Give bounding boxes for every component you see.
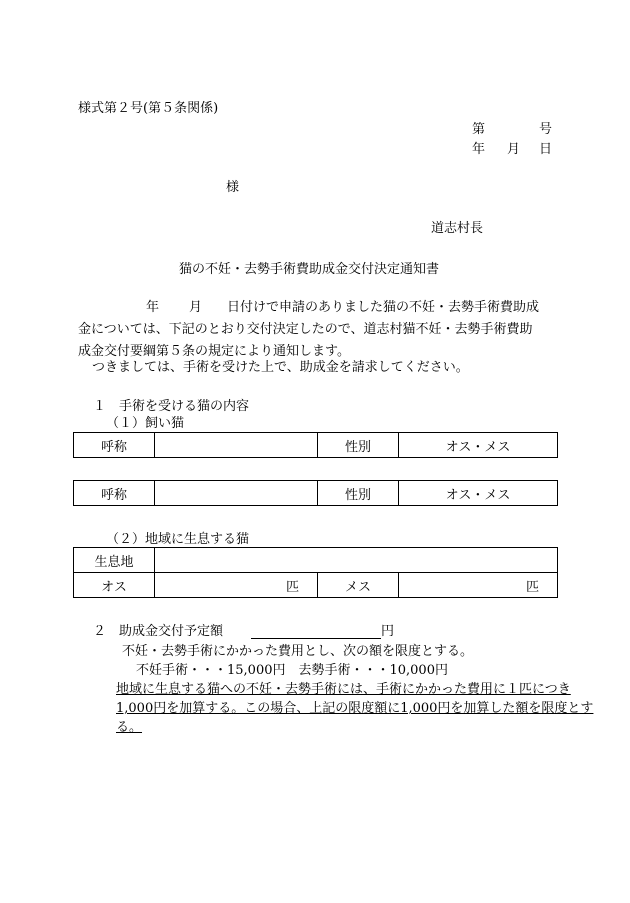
section2-note1: 不妊・去勢手術にかかった費用とし、次の額を限度とする。 xyxy=(122,644,474,659)
addressee-suffix: 様 xyxy=(226,180,240,195)
amount-currency: 円 xyxy=(381,624,395,639)
section2-note3-line1: 地域に生息する猫への不妊・去勢手術には、手術にかかった費用に１匹につき xyxy=(116,682,571,697)
pet-sex-value[interactable]: オス・メス xyxy=(399,481,558,506)
body-month: 月 xyxy=(189,300,203,315)
habitat-label: 生息地 xyxy=(74,548,155,573)
section2-note3-line2: 1,000円を加算する。この場合、上記の限度額に1,000円を加算した額を限度とす xyxy=(116,701,594,716)
section1-sub1: （１）飼い猫 xyxy=(106,416,185,431)
section1-heading: １ 手術を受ける猫の内容 xyxy=(93,399,250,414)
date-month: 月 xyxy=(507,142,521,157)
body-line3: 成金交付要綱第５条の規定により通知します。 xyxy=(78,344,350,359)
document-title: 猫の不妊・去勢手術費助成金交付決定通知書 xyxy=(179,262,440,277)
date-year: 年 xyxy=(472,142,486,157)
male-label: オス xyxy=(74,573,155,598)
body-line1: 日付けで申請のありました猫の不妊・去勢手術費助成 xyxy=(227,300,540,315)
pet-table-1 xyxy=(73,432,558,458)
pet-sex-label: 性別 xyxy=(318,481,399,506)
section2-note3-line3: る。 xyxy=(116,720,143,735)
section2-heading: ２ 助成金交付予定額 xyxy=(93,624,224,639)
body-year: 年 xyxy=(146,300,160,315)
doc-number-prefix: 第 xyxy=(472,122,486,137)
habitat-field[interactable] xyxy=(155,548,558,573)
body-line2: 金については、下記のとおり交付決定したので、道志村猫不妊・去勢手術費助 xyxy=(78,322,533,337)
section2-note2: 不妊手術・・・15,000円 去勢手術・・・10,000円 xyxy=(136,663,448,678)
date-day: 日 xyxy=(539,142,553,157)
pet-sex-label: 性別 xyxy=(318,433,399,458)
community-cat-table xyxy=(73,547,558,598)
female-unit: 匹 xyxy=(525,579,539,595)
pet-name-field[interactable] xyxy=(155,481,318,506)
amount-field[interactable] xyxy=(251,620,394,639)
female-count-field[interactable] xyxy=(399,573,558,598)
pet-table-2 xyxy=(73,480,558,506)
issuer: 道志村長 xyxy=(431,221,484,236)
form-number: 様式第２号(第５条関係) xyxy=(78,101,219,116)
section1-sub2: （２）地域に生息する猫 xyxy=(106,532,250,547)
male-unit: 匹 xyxy=(285,579,299,595)
pet-sex-value[interactable]: オス・メス xyxy=(399,433,558,458)
pet-name-label: 呼称 xyxy=(74,481,155,506)
doc-number-suffix: 号 xyxy=(539,122,553,137)
female-label: メス xyxy=(318,573,399,598)
pet-name-field[interactable] xyxy=(155,433,318,458)
male-count-field[interactable] xyxy=(155,573,318,598)
body-line4: つきましては、手術を受けた上で、助成金を請求してください。 xyxy=(92,360,469,375)
pet-name-label: 呼称 xyxy=(74,433,155,458)
